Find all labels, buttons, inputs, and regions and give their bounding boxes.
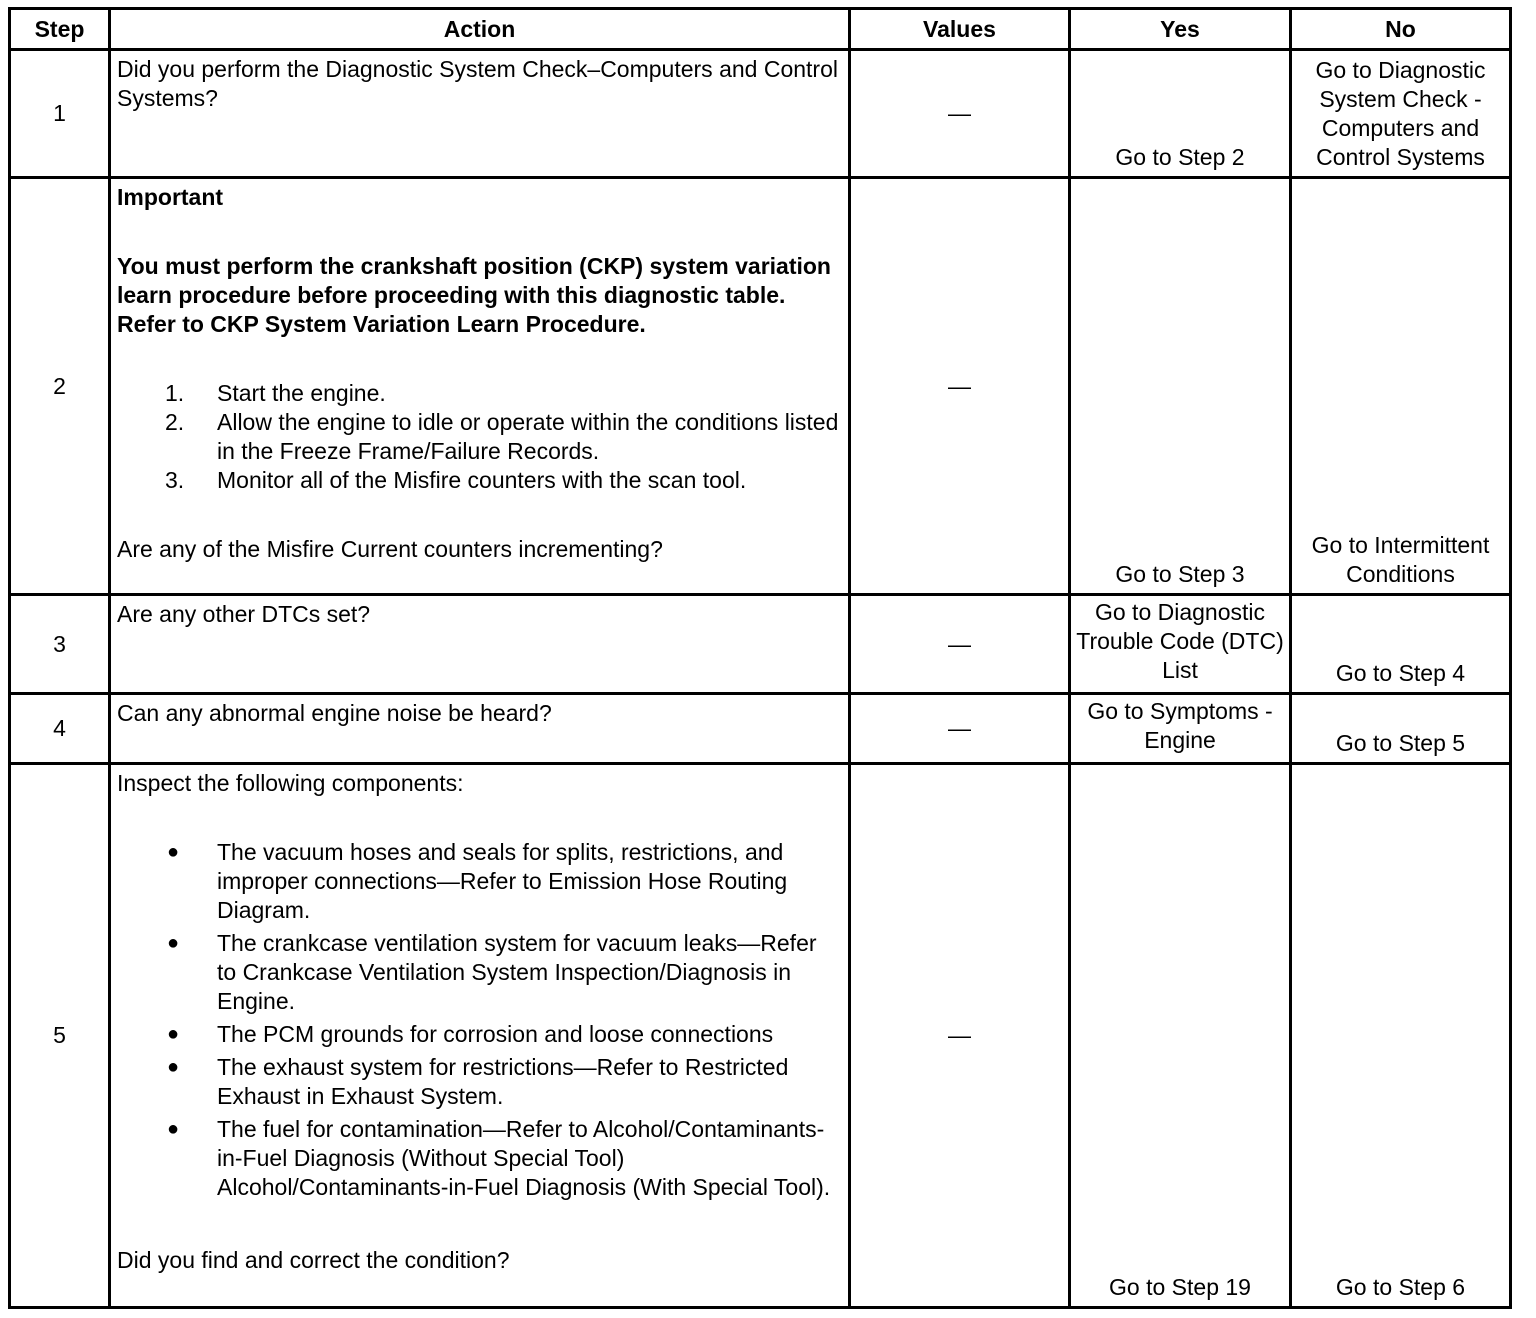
header-row [10, 9, 1511, 50]
action-question: Are any other DTCs set? [117, 601, 371, 627]
value-cell: — [850, 50, 1070, 178]
yes-cell: Go to Diagnostic Trouble Code (DTC) List [1070, 595, 1291, 694]
no-cell: Go to Diagnostic System Check - Computers and Control Systems [1291, 50, 1511, 178]
step-number: 5 [10, 764, 110, 1308]
list-item: 1. Start the engine. [165, 380, 386, 406]
action-question: Are any of the Misfire Current counters incrementing? [117, 536, 663, 562]
action-question: Can any abnormal engine noise be heard? [117, 700, 552, 726]
action-cell [110, 595, 850, 694]
table-row [10, 764, 1511, 1308]
header-action: Action [110, 9, 850, 50]
important-note: You must perform the crankshaft position (CKP) system variation learn procedure before proceeding with this diagnostic table. Refer to CKP System Variation Learn Procedure. [117, 253, 831, 337]
list-item: ● The crankcase ventilation system for vacuum leaks—Refer to Crankcase Ventilation System Inspection/Diagnosis in Engine. [167, 930, 817, 1014]
step-number: 2 [10, 178, 110, 595]
important-title: Important [117, 184, 224, 210]
procedure-list [117, 379, 842, 495]
table-row [10, 595, 1511, 694]
header-values: Values [850, 9, 1070, 50]
component-list [117, 838, 842, 1202]
yes-cell: Go to Symptoms - Engine [1070, 694, 1291, 764]
table-row [10, 50, 1511, 178]
yes-cell: Go to Step 19 [1070, 764, 1291, 1308]
value-cell: — [850, 764, 1070, 1308]
action-cell [110, 764, 850, 1308]
value-cell: — [850, 694, 1070, 764]
no-cell: Go to Step 6 [1291, 764, 1511, 1308]
list-item: ● The vacuum hoses and seals for splits, restrictions, and improper connections—Refer to Emission Hose Routing Diagram. [167, 839, 788, 923]
action-cell [110, 50, 850, 178]
action-cell [110, 178, 850, 595]
no-cell: Go to Step 5 [1291, 694, 1511, 764]
list-item: 3. Monitor all of the Misfire counters with the scan tool. [165, 467, 747, 493]
action-cell [110, 694, 850, 764]
table-row [10, 694, 1511, 764]
list-item: ● The fuel for contamination—Refer to Alcohol/Contaminants-in-Fuel Diagnosis (Without Special Tool) Alcohol/Contaminants-in-Fuel Diagnosis (With Special Tool). [167, 1116, 831, 1200]
yes-cell: Go to Step 2 [1070, 50, 1291, 178]
list-item: ● The PCM grounds for corrosion and loose connections [167, 1021, 774, 1047]
value-cell: — [850, 595, 1070, 694]
header-yes: Yes [1070, 9, 1291, 50]
step-number: 4 [10, 694, 110, 764]
action-intro: Inspect the following components: [117, 770, 464, 796]
diagnostic-table [8, 7, 1512, 1309]
list-item: 2. Allow the engine to idle or operate within the conditions listed in the Freeze Frame/Failure Records. [165, 409, 839, 464]
action-question: Did you find and correct the condition? [117, 1247, 510, 1273]
yes-cell: Go to Step 3 [1070, 178, 1291, 595]
header-no: No [1291, 9, 1511, 50]
value-cell: — [850, 178, 1070, 595]
step-number: 1 [10, 50, 110, 178]
action-question: Did you perform the Diagnostic System Check–Computers and Control Systems? [117, 56, 838, 111]
no-cell: Go to Step 4 [1291, 595, 1511, 694]
no-cell: Go to Intermittent Conditions [1291, 178, 1511, 595]
step-number: 3 [10, 595, 110, 694]
table-row [10, 178, 1511, 595]
list-item: ● The exhaust system for restrictions—Refer to Restricted Exhaust in Exhaust System. [167, 1054, 789, 1109]
header-step: Step [10, 9, 110, 50]
